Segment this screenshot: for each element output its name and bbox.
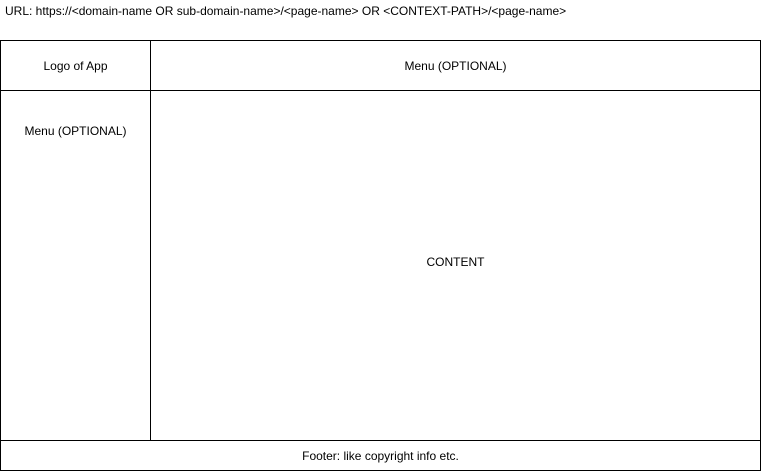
- side-menu-label: Menu (OPTIONAL): [24, 124, 127, 138]
- side-menu-region: [1, 91, 151, 440]
- logo-label: Logo of App: [43, 58, 108, 73]
- url-label: URL: https://<domain-name OR sub-domain-name>/<page-name> OR <CONTEXT-PATH>/<page-name>: [5, 4, 567, 18]
- footer-label: Footer: like copyright info etc.: [302, 448, 459, 463]
- top-menu-region: [151, 41, 760, 91]
- content-region: [151, 91, 760, 440]
- page-layout-wireframe: [0, 40, 761, 471]
- footer-region: [1, 440, 760, 470]
- content-label: CONTENT: [426, 254, 485, 269]
- logo-region: [1, 41, 151, 91]
- top-menu-label: Menu (OPTIONAL): [404, 58, 507, 73]
